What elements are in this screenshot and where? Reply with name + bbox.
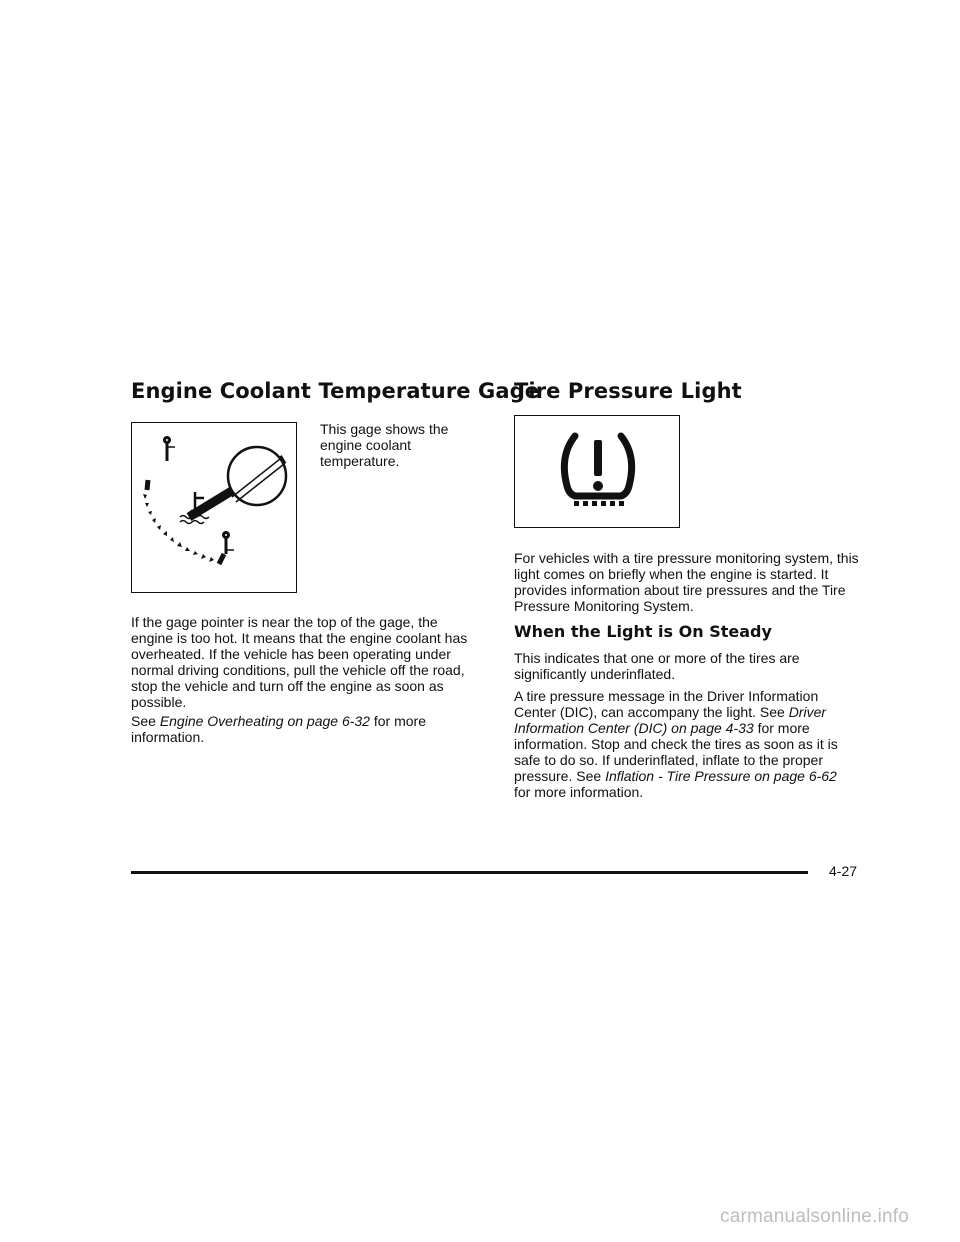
coolant-paragraph-1: If the gage pointer is near the top of the gage, the engine is too hot. It means that the engine coolant has overheated. If the vehicle has been operating under normal driving conditions, pull the vehicle off the road, stop the vehicle and turn off the engine as soon as possible. — [131, 614, 468, 710]
subheading-light-on-steady: When the Light is On Steady — [514, 622, 772, 641]
coolant-gage-caption: This gage shows the engine coolant temperature. — [320, 421, 449, 469]
tire-pressure-warning-icon — [515, 416, 678, 526]
page-number: 4-27 — [829, 863, 858, 879]
watermark: carmanualsonline.info — [720, 1206, 910, 1227]
section-title-tire-pressure: Tire Pressure Light — [514, 379, 742, 403]
cross-reference-dic: Driver Information Center (DIC) on page 4-33 — [514, 704, 827, 736]
tire-pressure-paragraph-3 — [514, 688, 854, 800]
coolant-see-reference — [131, 713, 483, 745]
p3-text-2: for more information. Stop and check the tires as soon as it is safe to do so. If underinflated, inflate to the proper pressure. See — [514, 720, 838, 784]
coolant-gage-figure — [131, 422, 297, 593]
section-title-coolant-gage: Engine Coolant Temperature Gage — [131, 379, 540, 403]
tire-pressure-figure — [514, 415, 680, 528]
p3-text-3: for more information. — [514, 784, 644, 800]
coolant-temperature-gage-icon — [132, 423, 295, 591]
footer-rule — [131, 871, 808, 874]
tire-pressure-paragraph-2: This indicates that one or more of the tires are significantly underinflated. — [514, 650, 800, 682]
see-suffix: for more information. — [131, 713, 426, 745]
cross-reference-engine-overheating: Engine Overheating on page 6-32 — [159, 713, 370, 729]
see-prefix: See — [131, 713, 156, 729]
cross-reference-tire-inflation: Inflation - Tire Pressure on page 6-62 — [605, 768, 837, 784]
p3-text-1: A tire pressure message in the Driver Information Center (DIC), can accompany the light. See — [514, 688, 819, 720]
tire-pressure-paragraph-1: For vehicles with a tire pressure monitoring system, this light comes on briefly when the engine is started. It provides information about tire pressures and the Tire Pressure Monitoring System. — [514, 550, 859, 614]
